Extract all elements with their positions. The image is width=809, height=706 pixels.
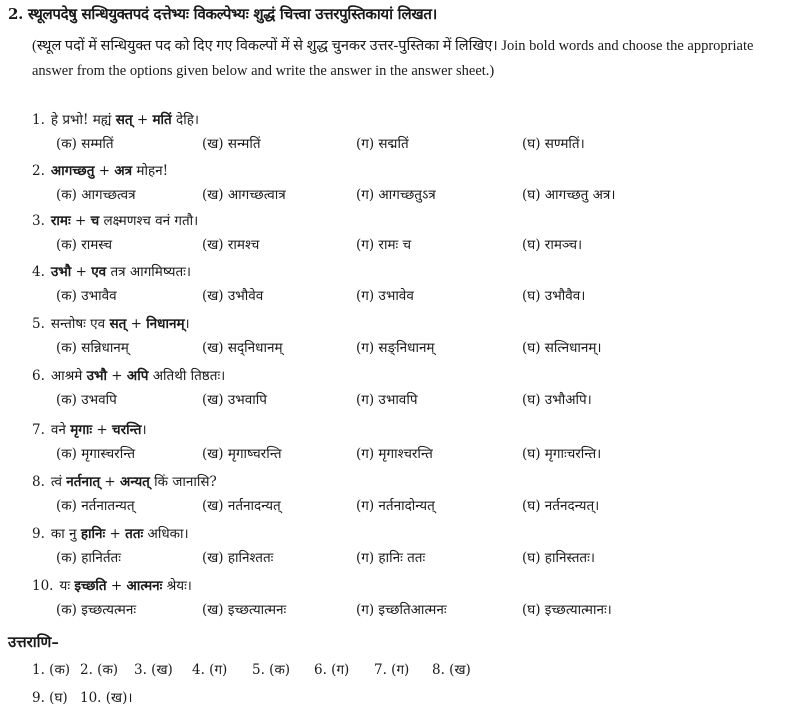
- question-number: 8.: [32, 474, 45, 490]
- question-text: हे प्रभो! मह्यं: [50, 112, 116, 128]
- question-9: [32, 524, 189, 542]
- option-ka: (क) मृगास्चरन्ति: [56, 446, 136, 462]
- question-text: ।: [184, 316, 190, 332]
- option-ga: (ग) इच्छतिआत्मनः: [356, 602, 447, 618]
- bold-word: अपि: [126, 368, 149, 384]
- question-number: 4.: [32, 264, 45, 280]
- answer-item: 2. (क): [80, 662, 119, 678]
- question-number: 1.: [32, 112, 45, 128]
- option-kha: (ख) सद्निधानम्: [202, 340, 283, 356]
- option-gha: (घ) मृगाःचरन्ति।: [522, 446, 602, 462]
- option-gha: (घ) इच्छत्यात्मानः।: [522, 602, 612, 618]
- answer-item: 3. (ख): [134, 662, 173, 678]
- question-number: 7.: [32, 422, 45, 438]
- option-kha: (ख) मृगाष्चरन्ति: [202, 446, 282, 462]
- question-text: ।: [141, 422, 147, 438]
- question-6: [32, 366, 225, 384]
- question-text: किं जानासि?: [149, 474, 217, 490]
- bold-word: निधानम्: [146, 316, 185, 332]
- bold-word: आगच्छतु: [50, 163, 95, 179]
- answer-item: 7. (ग): [374, 662, 410, 678]
- answer-item: 8. (ख): [432, 662, 471, 678]
- option-ga: (ग) सद्मतिं: [356, 136, 409, 152]
- question-number: 3.: [32, 213, 45, 229]
- question-8: [32, 472, 217, 490]
- question-number: 6.: [32, 368, 45, 384]
- options-row: [56, 548, 796, 568]
- answer-item: 5. (क): [252, 662, 291, 678]
- question-4: [32, 262, 191, 280]
- bold-word: च: [90, 213, 100, 229]
- options-row: [56, 185, 796, 205]
- question-number: 9.: [32, 526, 45, 542]
- option-ka: (क) नर्तनातन्यत्: [56, 498, 135, 514]
- option-kha: (ख) उभवापि: [202, 392, 267, 408]
- question-text: देहि।: [171, 112, 199, 128]
- bold-word: अत्र: [114, 163, 133, 179]
- option-kha: (ख) रामश्च: [202, 237, 260, 253]
- question-2: [32, 161, 168, 179]
- bold-word: मृगाः: [70, 422, 93, 438]
- option-gha: (घ) सत्निधानम्।: [522, 340, 602, 356]
- plus-sign: +: [71, 264, 92, 280]
- option-ga: (ग) हानिः ततः: [356, 550, 426, 566]
- question-number: 5.: [32, 316, 45, 332]
- option-ga: (ग) मृगाश्चरन्ति: [356, 446, 433, 462]
- question-text: आश्रमे: [50, 368, 87, 384]
- options-row: [56, 390, 796, 410]
- question-7: [32, 420, 147, 438]
- plus-sign: +: [94, 163, 115, 179]
- option-ga: (ग) रामः च: [356, 237, 412, 253]
- options-row: [56, 496, 796, 516]
- plus-sign: +: [105, 526, 126, 542]
- bold-word: उभौ: [86, 368, 108, 384]
- option-kha: (ख) उभौवेव: [202, 288, 264, 304]
- plus-sign: +: [100, 474, 121, 490]
- question-text: का नु: [50, 526, 81, 542]
- question-text: तत्र आगमिष्यतः।: [106, 264, 192, 280]
- instruction-text: (स्थूल पदों में सन्धियुक्त पद को दिए गए विकल्पों में से शुद्ध चुनकर उत्तर-पुस्तिका में लिखिए। Join bold words and choose the appropriate answer from the options given below and write the answer in the answer sheet.): [32, 38, 754, 79]
- plus-sign: +: [106, 578, 127, 594]
- option-ga: (ग) उभावपि: [356, 392, 418, 408]
- options-row: [56, 444, 796, 464]
- question-text: सन्तोषः एव: [50, 316, 110, 332]
- answers-title: उत्तराणि–: [8, 633, 59, 651]
- bold-word: आत्मनः: [126, 578, 163, 594]
- question-text: लक्ष्मणश्च वनं गतौ।: [99, 213, 199, 229]
- option-ga: (ग) नर्तनादोन्यत्: [356, 498, 435, 514]
- bold-word: अन्यत्: [120, 474, 150, 490]
- option-ka: (क) उभवपि: [56, 392, 117, 408]
- answer-item: 6. (ग): [314, 662, 350, 678]
- bold-word: चरन्ति: [112, 422, 142, 438]
- option-kha: (ख) आगच्छत्वात्र: [202, 187, 286, 203]
- answer-item: 9. (घ): [32, 690, 68, 706]
- question-number: 2.: [32, 163, 45, 179]
- option-ka: (क) हानिर्ततः: [56, 550, 121, 566]
- question-text: त्वं: [50, 474, 67, 490]
- options-row: [56, 235, 796, 255]
- option-kha: (ख) इच्छत्यात्मनः: [202, 602, 287, 618]
- option-ga: (ग) सङ्निधानम्: [356, 340, 435, 356]
- option-kha: (ख) नर्तनादन्यत्: [202, 498, 281, 514]
- plus-sign: +: [107, 368, 127, 384]
- plus-sign: +: [126, 316, 147, 332]
- option-ga: (ग) उभावेव: [356, 288, 414, 304]
- question-number: 10.: [32, 578, 54, 594]
- plus-sign: +: [132, 112, 153, 128]
- plus-sign: +: [70, 213, 91, 229]
- option-ka: (क) सम्मतिं: [56, 136, 114, 152]
- question-text: अतिथी तिष्ठतः।: [148, 368, 226, 384]
- option-kha: (ख) सन्मतिं: [202, 136, 261, 152]
- bold-word: सत्: [115, 112, 133, 128]
- bold-word: नर्तनात्: [66, 474, 101, 490]
- bold-word: रामः: [50, 213, 71, 229]
- answer-item: 10. (ख)।: [80, 690, 133, 706]
- option-gha: (घ) सण्मतिं।: [522, 136, 585, 152]
- question-text: यः: [59, 578, 75, 594]
- option-kha: (ख) हानिश्ततः: [202, 550, 274, 566]
- exercise-heading: 2. स्थूलपदेषु सन्धियुक्तपदं दत्तेभ्यः विकल्पेभ्यः शुद्धं चित्त्वा उत्तरपुस्तिकायां लिखत।: [8, 5, 438, 23]
- option-ga: (ग) आगच्छतुऽत्र: [356, 187, 436, 203]
- question-1: [32, 110, 199, 128]
- question-text: अधिका।: [143, 526, 189, 542]
- options-row: [56, 134, 796, 154]
- question-10: [32, 576, 192, 594]
- question-text: वने: [50, 422, 71, 438]
- option-ka: (क) रामस्च: [56, 237, 113, 253]
- question-3: [32, 211, 198, 229]
- question-5: [32, 314, 190, 332]
- question-text: मोहन!: [132, 163, 169, 179]
- bold-word: ततः: [125, 526, 144, 542]
- option-gha: (घ) नर्तनदन्यत्।: [522, 498, 600, 514]
- option-ka: (क) उभावैव: [56, 288, 117, 304]
- answer-item: 1. (क): [32, 662, 71, 678]
- option-ka: (क) इच्छत्यत्मनः: [56, 602, 137, 618]
- option-ka: (क) आगच्छत्वत्र: [56, 187, 136, 203]
- option-gha: (घ) आगच्छतु अत्र।: [522, 187, 616, 203]
- bold-word: हानिः: [80, 526, 106, 542]
- bold-word: उभौ: [50, 264, 72, 280]
- bold-word: एव: [91, 264, 107, 280]
- option-gha: (घ) हानिस्ततः।: [522, 550, 595, 566]
- options-row: [56, 286, 796, 306]
- option-gha: (घ) रामञ्च।: [522, 237, 583, 253]
- question-text: श्रेयः।: [162, 578, 192, 594]
- plus-sign: +: [92, 422, 112, 438]
- bold-word: मतिं: [152, 112, 172, 128]
- bold-word: इच्छति: [74, 578, 107, 594]
- options-row: [56, 600, 796, 620]
- option-gha: (घ) उभौवैव।: [522, 288, 586, 304]
- option-ka: (क) सन्निधानम्: [56, 340, 129, 356]
- option-gha: (घ) उभौअपि।: [522, 392, 592, 408]
- options-row: [56, 338, 796, 358]
- bold-word: सत्: [109, 316, 127, 332]
- answer-item: 4. (ग): [192, 662, 228, 678]
